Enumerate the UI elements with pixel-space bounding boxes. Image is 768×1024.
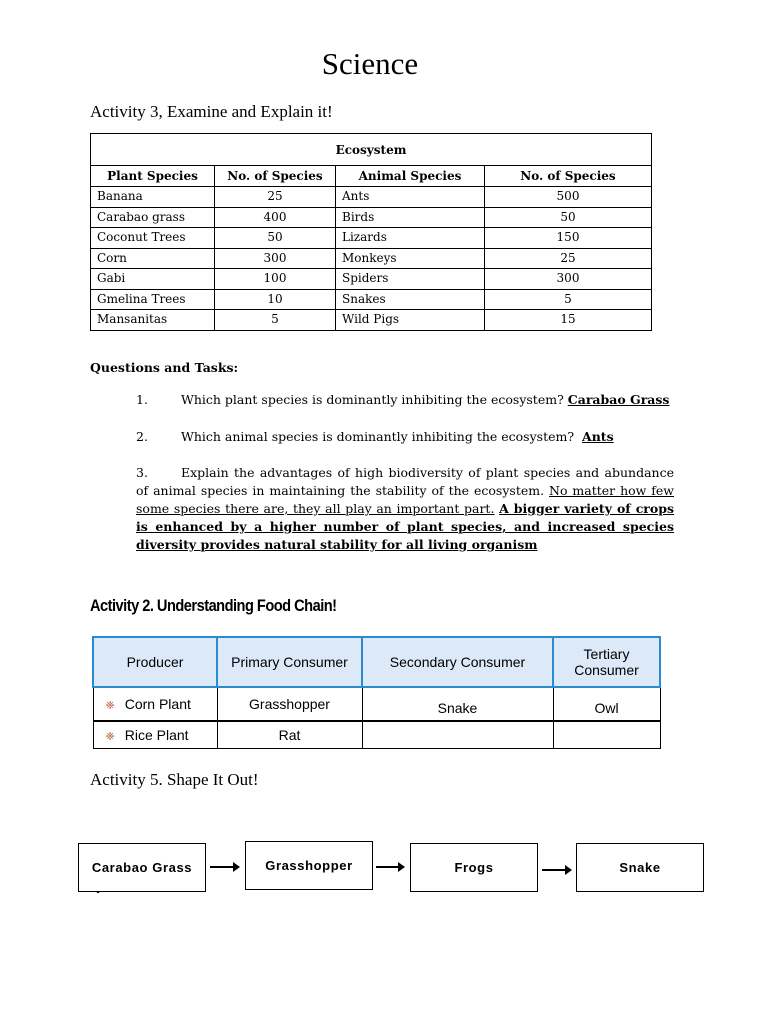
activity5-heading: Activity 5. Shape It Out!	[90, 770, 259, 789]
col-header-primary-consumer: Primary Consumer	[217, 637, 362, 687]
animal-name: Monkeys	[336, 248, 485, 269]
primary-consumer: Grasshopper	[217, 687, 362, 721]
question-3-answer-part2: A bigger variety of crops is enhanced by a higher number of plant species, and increased species diversity provides natural stability for all living organism	[136, 501, 675, 552]
col-header-tertiary-consumer: Tertiary Consumer	[553, 637, 660, 687]
question-3-number: 3.	[136, 465, 148, 480]
question-1-text: Which plant species is dominantly inhibiting the ecosystem?	[181, 392, 564, 407]
producer-cell	[93, 687, 217, 721]
plant-count: 300	[215, 248, 336, 269]
animal-name: Lizards	[336, 228, 485, 249]
plant-name: Gmelina Trees	[91, 289, 215, 310]
question-3-answer-part1: No matter how few some species there are, they all play an important part.	[136, 483, 674, 516]
animal-count: 300	[485, 269, 652, 290]
question-1-number: 1.	[136, 392, 148, 407]
arrow-right-icon	[210, 866, 238, 868]
table-row	[91, 310, 652, 331]
question-3-text: Explain the advantages of high biodiversity of plant species and abundance of animal species in maintaining the stability of the ecosystem.	[136, 465, 674, 498]
food-chain-table	[92, 636, 661, 749]
plant-name: Carabao grass	[91, 207, 215, 228]
plant-count: 10	[215, 289, 336, 310]
animal-count: 15	[485, 310, 652, 331]
activity3-heading: Activity 3, Examine and Explain it!	[90, 102, 333, 121]
animal-name: Wild Pigs	[336, 310, 485, 331]
question-2-text: Which animal species is dominantly inhibiting the ecosystem?	[181, 429, 575, 444]
animal-count: 25	[485, 248, 652, 269]
table-row	[91, 228, 652, 249]
chain-box-frogs: Frogs	[410, 843, 538, 892]
col-header-secondary-consumer: Secondary Consumer	[362, 637, 553, 687]
col-header-plant-count: No. of Species	[215, 166, 336, 187]
chain-box-grasshopper: Grasshopper	[245, 841, 373, 890]
col-header-producer: Producer	[93, 637, 217, 687]
arrow-right-icon	[542, 869, 570, 871]
bullet-icon: ❈	[105, 700, 115, 712]
table-row	[91, 248, 652, 269]
producer-name: Corn Plant	[124, 696, 191, 712]
col-header-plant-species: Plant Species	[91, 166, 215, 187]
bullet-icon: ❈	[105, 730, 115, 743]
producer-name: Rice Plant	[124, 726, 189, 743]
question-2-answer: Ants	[582, 429, 614, 444]
ecosystem-table-title: Ecosystem	[91, 134, 652, 166]
plant-count: 100	[215, 269, 336, 290]
plant-name: Coconut Trees	[91, 228, 215, 249]
questions-heading: Questions and Tasks:	[90, 360, 239, 375]
arrow-right-icon	[376, 866, 403, 868]
plant-name: Gabi	[91, 269, 215, 290]
table-row	[91, 289, 652, 310]
plant-count: 50	[215, 228, 336, 249]
animal-name: Spiders	[336, 269, 485, 290]
table-row	[93, 687, 660, 721]
table-row	[91, 207, 652, 228]
activity2-heading: Activity 2. Understanding Food Chain!	[90, 596, 337, 615]
question-2-number: 2.	[136, 429, 148, 444]
tertiary-consumer	[553, 721, 660, 748]
chain-box-carabao-grass: Carabao Grass	[78, 843, 206, 892]
col-header-animal-species: Animal Species	[336, 166, 485, 187]
secondary-consumer	[362, 721, 553, 748]
animal-count: 50	[485, 207, 652, 228]
plant-count: 400	[215, 207, 336, 228]
page-title: Science	[321, 46, 419, 81]
animal-name: Birds	[336, 207, 485, 228]
plant-name: Corn	[91, 248, 215, 269]
table-row	[91, 187, 652, 208]
plant-count: 5	[215, 310, 336, 331]
animal-name: Ants	[336, 187, 485, 208]
secondary-consumer: Snake	[362, 687, 553, 721]
producer-cell	[93, 721, 217, 748]
question-1-answer: Carabao Grass	[567, 392, 670, 407]
col-header-animal-count: No. of Species	[485, 166, 652, 187]
tertiary-consumer: Owl	[553, 687, 660, 721]
table-row	[93, 721, 660, 748]
question-1	[136, 391, 674, 409]
plant-name: Mansanitas	[91, 310, 215, 331]
ecosystem-table	[90, 133, 652, 331]
animal-count: 5	[485, 289, 652, 310]
primary-consumer: Rat	[217, 721, 362, 748]
animal-count: 150	[485, 228, 652, 249]
table-row	[91, 269, 652, 290]
question-3	[136, 464, 674, 554]
question-2	[136, 428, 674, 446]
plant-count: 25	[215, 187, 336, 208]
animal-name: Snakes	[336, 289, 485, 310]
animal-count: 500	[485, 187, 652, 208]
chain-box-snake: Snake	[576, 843, 704, 892]
plant-name: Banana	[91, 187, 215, 208]
